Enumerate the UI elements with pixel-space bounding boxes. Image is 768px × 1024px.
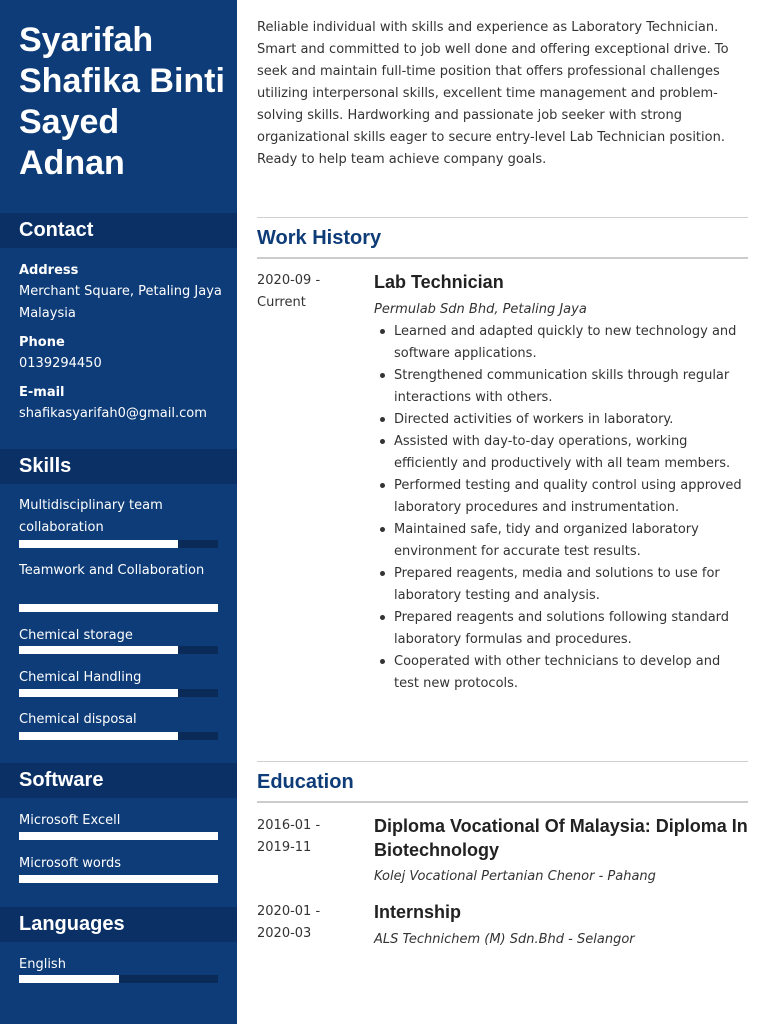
skill-level-bar — [19, 646, 218, 654]
language-label: English — [19, 957, 66, 972]
list-item: Cooperated with other technicians to develop and test new protocols. — [374, 651, 748, 695]
list-item: Prepared reagents and solutions following standard laboratory formulas and procedures. — [374, 607, 748, 651]
skill-level-bar — [19, 540, 218, 548]
section-divider — [257, 217, 748, 218]
education-title: Diploma Vocational Of Malaysia: Diploma In Biotechnology — [374, 816, 748, 860]
contact-heading: Contact — [0, 213, 237, 248]
section-divider — [257, 761, 748, 762]
skill-label: Teamwork and Collaboration — [19, 563, 205, 578]
address-value: Merchant Square, Petaling Jaya Malaysia — [19, 284, 222, 321]
email-label: E-mail — [19, 385, 65, 400]
skill-label: Chemical storage — [19, 628, 133, 643]
list-item: Learned and adapted quickly to new technology and software applications. — [374, 321, 748, 365]
skill-level-fill — [19, 540, 178, 548]
work-history-heading: Work History — [257, 227, 382, 249]
languages-heading: Languages — [0, 907, 237, 942]
education-school: Kolej Vocational Pertanian Chenor - Pahang — [374, 869, 656, 884]
list-item: Directed activities of workers in laboratory. — [374, 409, 748, 431]
address-label: Address — [19, 263, 79, 278]
skill-level-fill — [19, 732, 178, 740]
list-item: Strengthened communication skills through regular interactions with others. — [374, 365, 748, 409]
list-item: Maintained safe, tidy and organized laboratory environment for accurate test results. — [374, 519, 748, 563]
skill-label: Multidisciplinary team collaboration — [19, 498, 163, 535]
list-item: Performed testing and quality control using approved laboratory procedures and instrumentation. — [374, 475, 748, 519]
job-company: Permulab Sdn Bhd, Petaling Jaya — [374, 302, 587, 317]
skill-level-fill — [19, 689, 178, 697]
skills-heading: Skills — [0, 449, 237, 484]
software-level-fill — [19, 875, 218, 883]
job-date: 2020-09 - Current — [257, 273, 321, 310]
skill-level-fill — [19, 604, 218, 612]
phone-value: 0139294450 — [19, 356, 102, 371]
section-divider — [257, 257, 748, 259]
software-level-fill — [19, 832, 218, 840]
skill-level-fill — [19, 646, 178, 654]
skill-label: Chemical disposal — [19, 712, 137, 727]
education-date: 2016-01 - 2019-11 — [257, 818, 321, 855]
job-title: Lab Technician — [374, 272, 504, 292]
list-item: Assisted with day-to-day operations, working efficiently and productively with all team members. — [374, 431, 748, 475]
software-label: Microsoft Excell — [19, 813, 121, 828]
education-heading: Education — [257, 771, 354, 793]
email-value: shafikasyarifah0@gmail.com — [19, 406, 207, 421]
candidate-name: Syarifah Shafika Binti Sayed Adnan — [19, 21, 225, 182]
education-title: Internship — [374, 902, 462, 922]
skill-level-bar — [19, 604, 218, 612]
professional-summary: Reliable individual with skills and experience as Laboratory Technician. Smart and committed to job well done and offering exceptional drive. To seek and maintain full-time position that offers professional challenges utilizing interpersonal skills, excellent time management and problem-solving skills. Hardworking and passionate job seeker with strong organizational skills eager to secure entry-level Lab Technician position. Ready to help team achieve company goals. — [257, 20, 729, 167]
software-level-bar — [19, 875, 218, 883]
language-level-bar — [19, 975, 218, 983]
education-date: 2020-01 - 2020-03 — [257, 904, 321, 941]
sidebar — [0, 0, 237, 1024]
software-label: Microsoft words — [19, 856, 122, 871]
section-divider — [257, 801, 748, 803]
list-item: Prepared reagents, media and solutions to use for laboratory testing and analysis. — [374, 563, 748, 607]
phone-label: Phone — [19, 335, 65, 350]
education-school: ALS Technichem (M) Sdn.Bhd - Selangor — [374, 932, 635, 947]
skill-level-bar — [19, 732, 218, 740]
software-heading: Software — [0, 763, 237, 798]
software-level-bar — [19, 832, 218, 840]
skill-label: Chemical Handling — [19, 670, 142, 685]
language-level-fill — [19, 975, 119, 983]
job-duties-list — [374, 321, 748, 695]
skill-level-bar — [19, 689, 218, 697]
